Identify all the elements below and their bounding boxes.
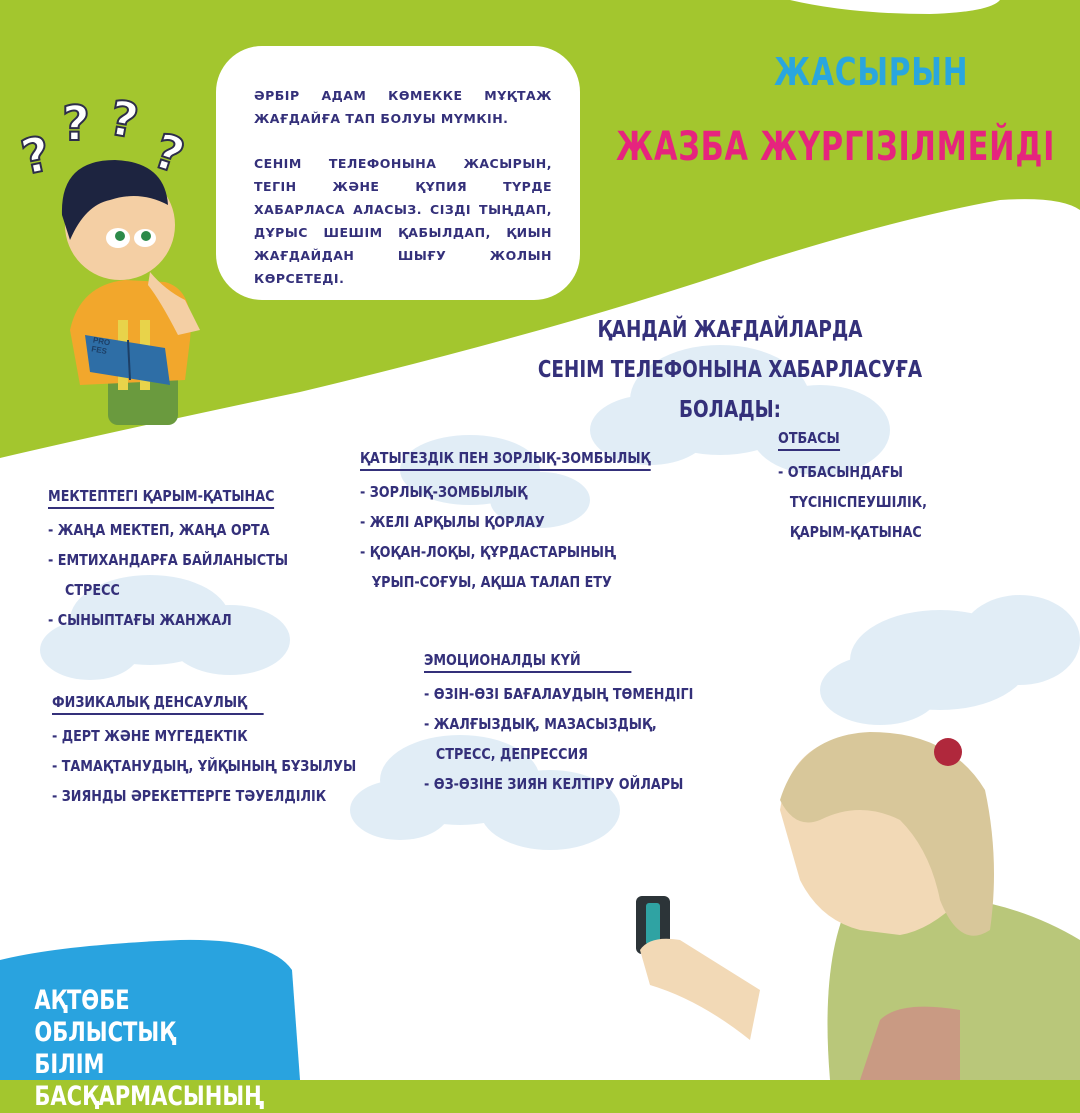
list-item: ҚАРЫМ-ҚАТЫНАС (789, 523, 922, 541)
section-title: ОТБАСЫ (778, 429, 840, 451)
list-item: - ӨЗІН-ӨЗІ БАҒАЛАУДЫҢ ТӨМЕНДІГІ (424, 685, 694, 703)
list-item: - СЫНЫПТАҒЫ ЖАНЖАЛ (48, 611, 232, 629)
list-item: СТРЕСС, ДЕПРЕССИЯ (435, 745, 589, 763)
section-school (48, 486, 330, 635)
list-item: СТРЕСС (65, 581, 120, 599)
question-mark-icon: ? (147, 123, 191, 185)
footer-organization (0, 985, 268, 1113)
list-item: - ЗИЯНДЫ ӘРЕКЕТТЕРГЕ ТӘУЕЛДІЛІК (52, 787, 327, 805)
section-title: МЕКТЕПТЕГІ ҚАРЫМ-ҚАТЫНАС (48, 487, 274, 509)
section-violence (360, 448, 702, 597)
bubble-paragraph-1: ӘРБІР АДАМ КӨМЕККЕ МҰҚТАЖ ЖАҒДАЙҒА ТАП БОЛУЫ МҮМКІН. (254, 88, 552, 126)
section-title: ҚАТЫГЕЗДІК ПЕН ЗОРЛЫҚ-ЗОМБЫЛЫҚ (360, 449, 650, 471)
list-item: - ОТБАСЫНДАҒЫ (778, 463, 904, 481)
list-item: - ЖЕЛІ АРҚЫЛЫ ҚОРЛАУ (360, 513, 545, 531)
section-family (778, 428, 953, 547)
question-line-1: ҚАНДАЙ ЖАҒДАЙЛАРДА (597, 317, 863, 343)
question-mark-icon: ? (16, 125, 56, 187)
question-heading (506, 310, 954, 430)
question-mark-icon: ? (105, 90, 143, 150)
list-item: - ӨЗ-ӨЗІНЕ ЗИЯН КЕЛТІРУ ОЙЛАРЫ (424, 775, 684, 793)
title-no-recording: ЖАЗБА ЖҮРГІЗІЛМЕЙДІ (616, 124, 1056, 170)
list-item: - ҚОҚАН-ЛОҚЫ, ҚҰРДАСТАРЫНЫҢ (360, 543, 617, 561)
section-physical (52, 692, 410, 811)
boy-illustration (62, 160, 200, 425)
list-item: - ЗОРЛЫҚ-ЗОМБЫЛЫҚ (360, 483, 528, 501)
list-item: ҰРЫП-СОҒУЫ, АҚША ТАЛАП ЕТУ (371, 573, 612, 591)
list-item: - ЖАҢА МЕКТЕП, ЖАҢА ОРТА (48, 521, 270, 539)
section-emotional (424, 650, 741, 799)
footer-line-1: АҚТӨБЕ ОБЛЫСТЫҚ (34, 985, 176, 1048)
book-text: PRO FES (90, 335, 111, 356)
list-item: - ЕМТИХАНДАРҒА БАЙЛАНЫСТЫ (48, 551, 289, 569)
footer-line-2: БІЛІМ БАСҚАРМАСЫНЫҢ (34, 1049, 265, 1112)
title-anonymous: ЖАСЫРЫН (774, 50, 969, 94)
question-line-2: СЕНІМ ТЕЛЕФОНЫНА ХАБАРЛАСУҒА БОЛАДЫ: (537, 357, 923, 423)
list-item: - ЖАЛҒЫЗДЫҚ, МАЗАСЫЗДЫҚ, (424, 715, 657, 733)
section-title: ЭМОЦИОНАЛДЫ КҮЙ (424, 651, 632, 673)
section-title: ФИЗИКАЛЫҚ ДЕНСАУЛЫҚ (52, 693, 264, 715)
list-item: - ТАМАҚТАНУДЫҢ, ҰЙҚЫНЫҢ БҰЗЫЛУЫ (52, 757, 357, 775)
list-item: ТҮСІНІСПЕУШІЛІК, (789, 493, 928, 511)
bubble-paragraph-2: СЕНІМ ТЕЛЕФОНЫНА ЖАСЫРЫН, ТЕГІН ЖӘНЕ ҚҰПИЯ ТҮРДЕ ХАБАРЛАСА АЛАСЫЗ. СІЗДІ ТЫҢДАП, ДҰРЫС ШЕШІМ ҚАБЫЛДАП, ҚИЫН ЖАҒДАЙДАН ШЫҒУ ЖОЛЫН КӨРСЕТЕДІ. (254, 156, 552, 286)
question-mark-icon: ? (62, 96, 90, 152)
speech-bubble (216, 46, 580, 300)
top-white-blob (790, 0, 1000, 14)
list-item: - ДЕРТ ЖӘНЕ МҮГЕДЕКТІК (52, 727, 248, 745)
